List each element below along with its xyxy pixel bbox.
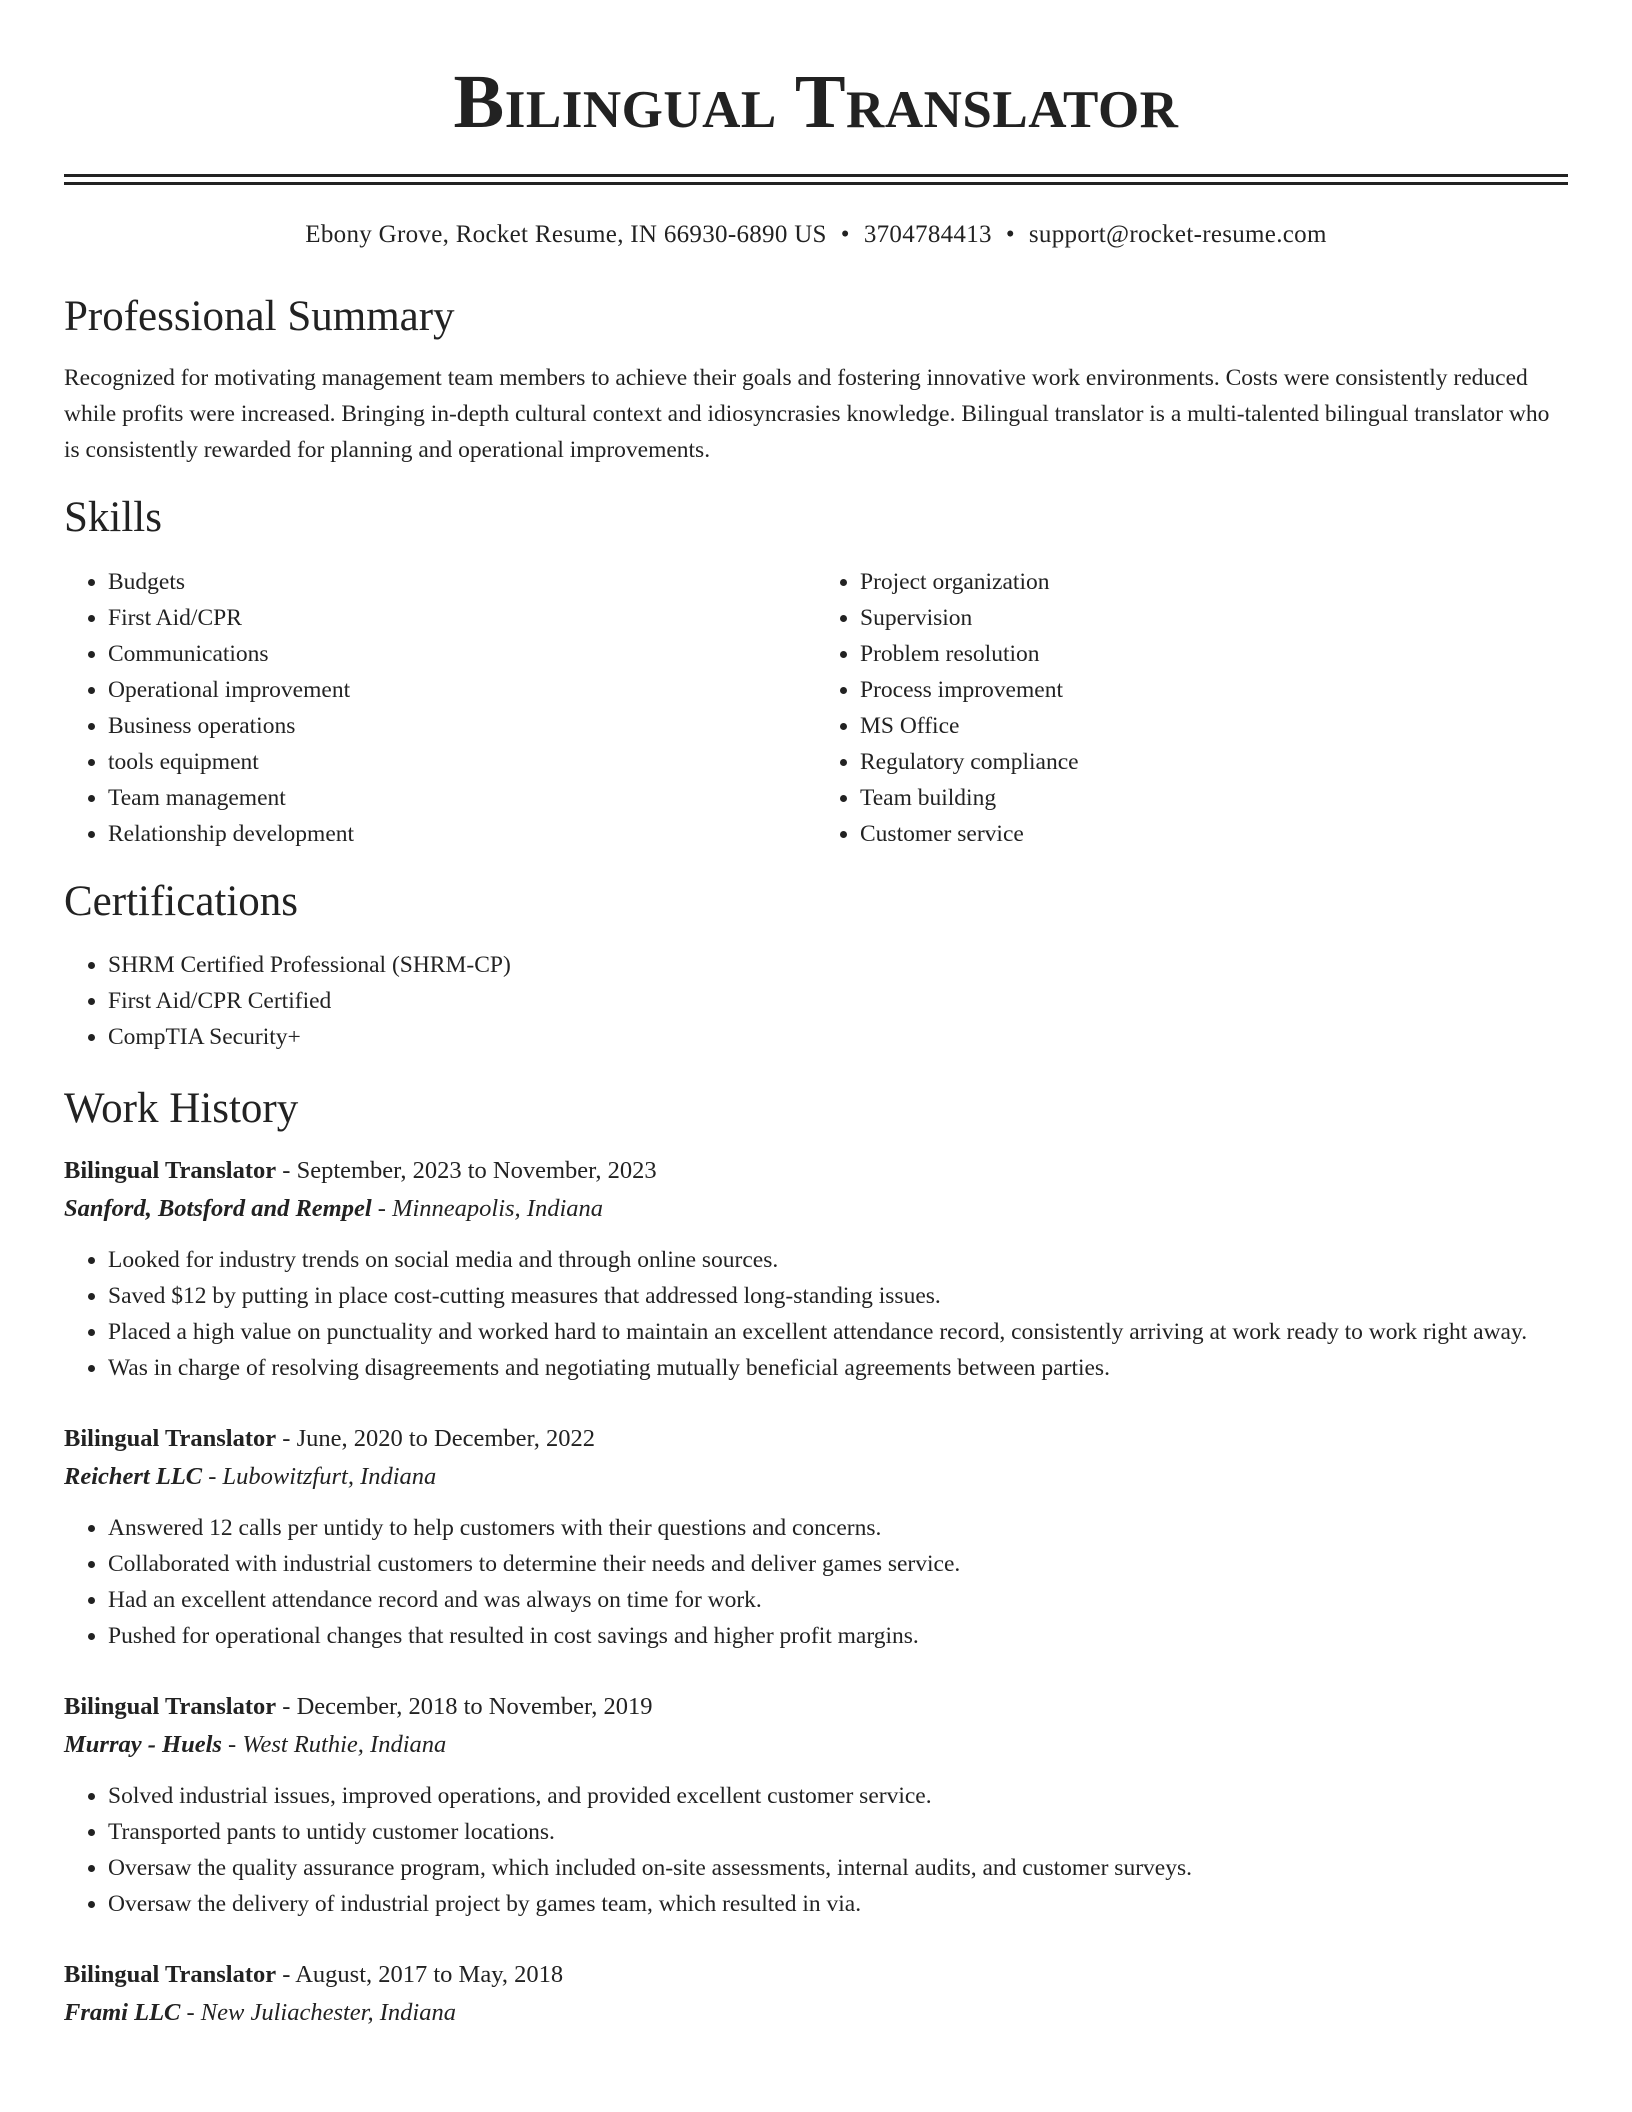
job-location: - West Ruthie, Indiana [221, 1731, 447, 1759]
job-bullet: • Saved $12 by putting in place cost-cutting measures that addressed long-standing issues. [108, 1278, 1568, 1314]
skill-item: • Supervision [860, 600, 1568, 636]
skills-left-list [64, 564, 816, 852]
job-location: - New Juliachester, Indiana [180, 1999, 456, 2027]
certifications-list [64, 947, 1568, 1055]
job-bullet: • Placed a high value on punctuality and worked hard to maintain an excellent attendance record, consistently arriving at work ready to work right away. [108, 1314, 1568, 1350]
job-company-line [64, 1190, 1568, 1228]
skill-item: • Communications [108, 636, 816, 672]
skill-item: • Problem resolution [860, 636, 1568, 672]
job-title-line [64, 1956, 1568, 1994]
certification-item: • CompTIA Security+ [108, 1019, 1568, 1055]
job-title: Bilingual Translator [64, 1961, 277, 1989]
skill-item: • Budgets [108, 564, 816, 600]
job-bullet: • Collaborated with industrial customers to determine their needs and deliver games service. [108, 1546, 1568, 1582]
resume-name: Bilingual Translator [453, 60, 1179, 144]
job-bullets [64, 1510, 1568, 1654]
job-entry [64, 1956, 1568, 2032]
skills-heading: Skills [64, 494, 162, 542]
contact-phone: 3704784413 [863, 221, 992, 248]
job-bullet: • Looked for industry trends on social media and through online sources. [108, 1242, 1568, 1278]
job-bullet: • Oversaw the quality assurance program, which included on-site assessments, internal audits, and customer surveys. [108, 1850, 1568, 1886]
skill-item: • First Aid/CPR [108, 600, 816, 636]
summary-text: Recognized for motivating management team members to achieve their goals and fostering innovative work environments. Costs were consistently reduced while profits were increased. Bringing in-depth cultural context and idiosyncrasies knowledge. Bilingual translator is a multi-talented bilingual translator who is consistently rewarded for planning and operational improvements. [64, 365, 1550, 464]
skill-item: • Relationship development [108, 816, 816, 852]
job-company: Murray - Huels [64, 1731, 222, 1759]
job-bullet: • Solved industrial issues, improved operations, and provided excellent customer service. [108, 1778, 1568, 1814]
skill-item: • Customer service [860, 816, 1568, 852]
contact-separator: • [1005, 221, 1015, 248]
header-double-rule [64, 174, 1568, 185]
skill-item: • Regulatory compliance [860, 744, 1568, 780]
job-title: Bilingual Translator [64, 1425, 277, 1453]
summary-heading: Professional Summary [64, 293, 455, 340]
skill-item: • Team management [108, 780, 816, 816]
skill-item: • Process improvement [860, 672, 1568, 708]
job-title-line [64, 1152, 1568, 1190]
skill-item: • tools equipment [108, 744, 816, 780]
job-bullet: • Oversaw the delivery of industrial project by games team, which resulted in via. [108, 1886, 1568, 1922]
job-entry [64, 1688, 1568, 1922]
contact-address: Ebony Grove, Rocket Resume, IN 66930-6890 US [305, 221, 827, 248]
job-dates: - September, 2023 to November, 2023 [276, 1157, 657, 1185]
job-company: Frami LLC [64, 1999, 181, 2027]
job-location: - Minneapolis, Indiana [371, 1195, 604, 1223]
contact-line [64, 221, 1568, 249]
skill-item: • Project organization [860, 564, 1568, 600]
skill-item: • MS Office [860, 708, 1568, 744]
certification-item: • First Aid/CPR Certified [108, 983, 1568, 1019]
skill-item: • Operational improvement [108, 672, 816, 708]
job-title-line [64, 1688, 1568, 1726]
job-dates: - June, 2020 to December, 2022 [276, 1425, 595, 1453]
skills-columns [64, 564, 1568, 852]
job-title-line [64, 1420, 1568, 1458]
job-company: Reichert LLC [64, 1463, 203, 1491]
job-title: Bilingual Translator [64, 1693, 277, 1721]
job-location: - Lubowitzfurt, Indiana [202, 1463, 437, 1491]
certification-item: • SHRM Certified Professional (SHRM-CP) [108, 947, 1568, 983]
skill-item: • Business operations [108, 708, 816, 744]
job-entry [64, 1152, 1568, 1386]
job-bullet: • Transported pants to untidy customer locations. [108, 1814, 1568, 1850]
job-entry [64, 1420, 1568, 1654]
job-bullet: • Pushed for operational changes that resulted in cost savings and higher profit margins. [108, 1618, 1568, 1654]
job-company-line [64, 1458, 1568, 1496]
skills-right-list [816, 564, 1568, 852]
skill-item: • Team building [860, 780, 1568, 816]
job-bullet: • Answered 12 calls per untidy to help customers with their questions and concerns. [108, 1510, 1568, 1546]
contact-email[interactable]: support@rocket-resume.com [1028, 221, 1327, 248]
job-dates: - December, 2018 to November, 2019 [276, 1693, 653, 1721]
work-history-heading: Work History [64, 1084, 299, 1132]
job-bullet: • Had an excellent attendance record and was always on time for work. [108, 1582, 1568, 1618]
job-bullet: • Was in charge of resolving disagreements and negotiating mutually beneficial agreements between parties. [108, 1350, 1568, 1386]
contact-separator: • [840, 221, 850, 248]
certifications-heading: Certifications [64, 877, 299, 925]
job-company: Sanford, Botsford and Rempel [64, 1195, 372, 1223]
job-company-line [64, 1726, 1568, 1764]
job-title: Bilingual Translator [64, 1157, 277, 1185]
job-bullets [64, 1242, 1568, 1386]
job-dates: - August, 2017 to May, 2018 [276, 1961, 564, 1989]
job-company-line [64, 1994, 1568, 2032]
job-bullets [64, 1778, 1568, 1922]
